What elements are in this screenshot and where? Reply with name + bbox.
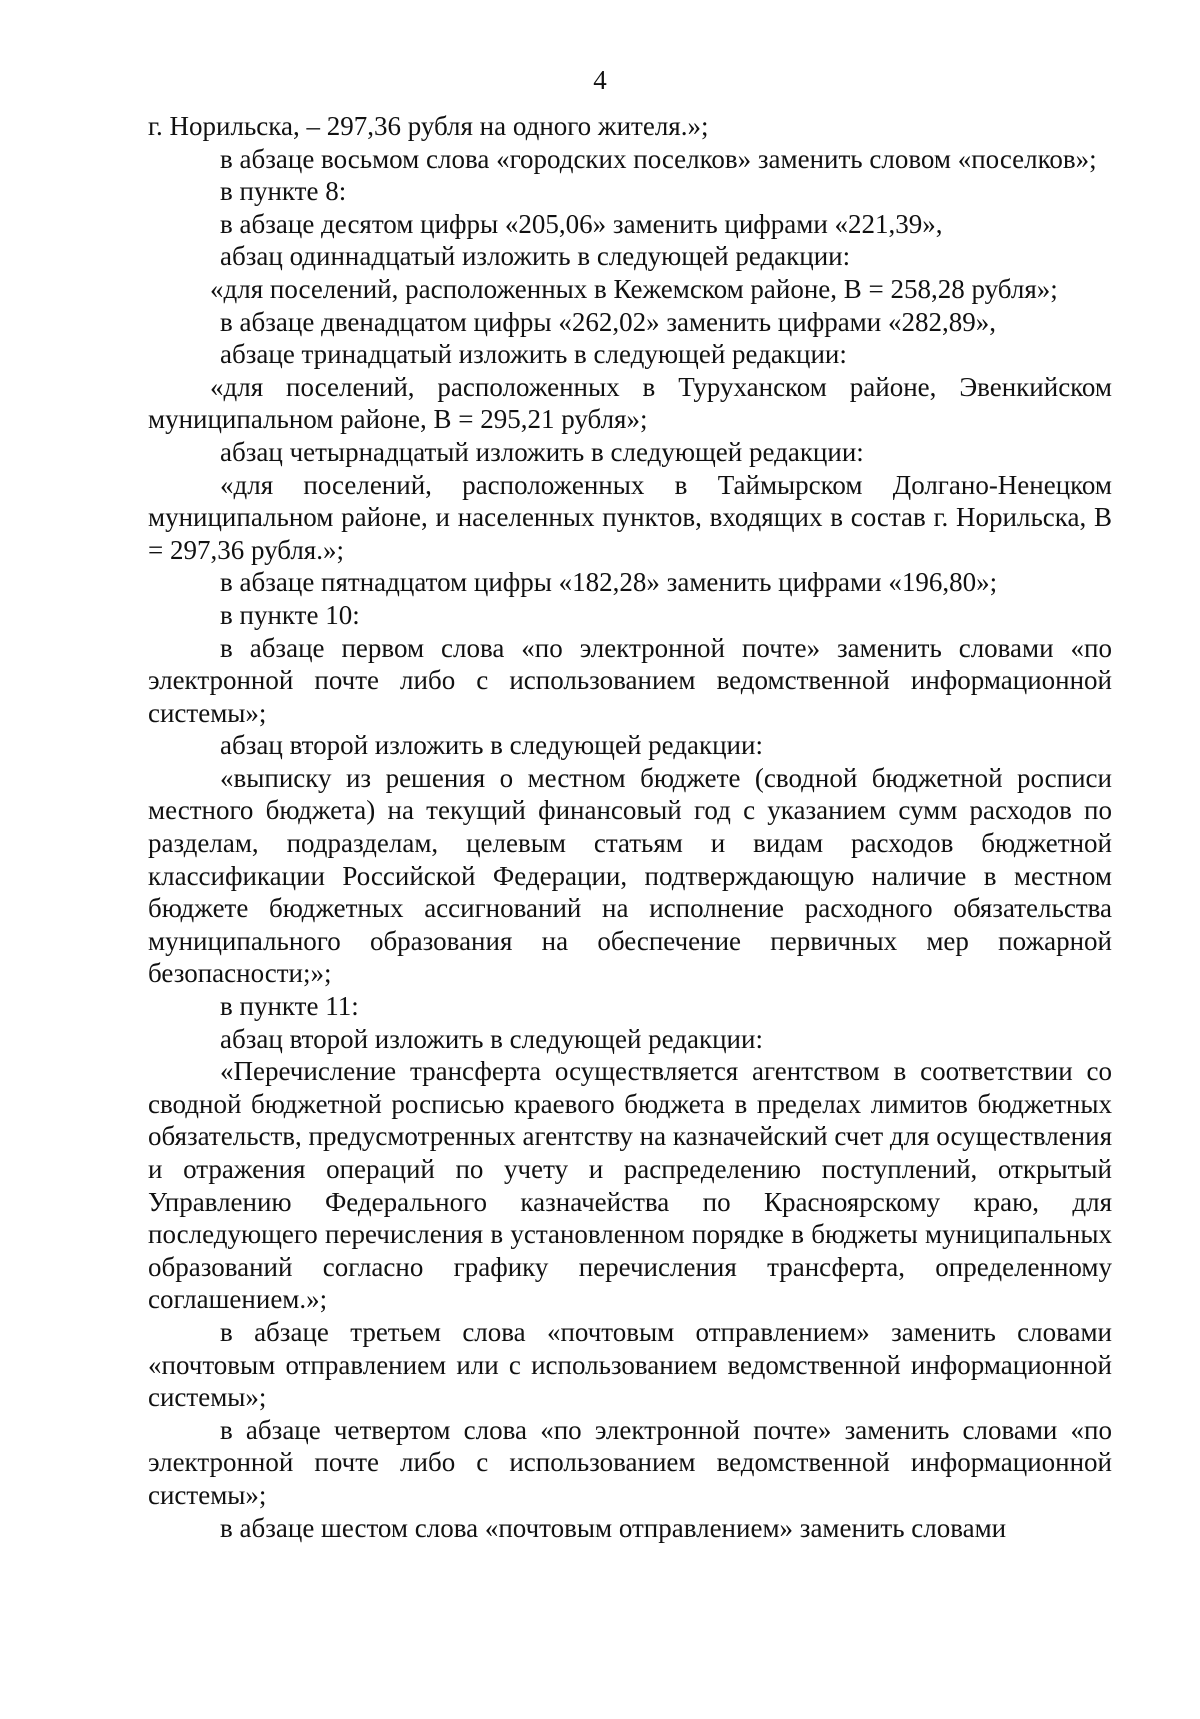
paragraph-21: в абзаце четвертом слова «по электронной почте» заменить словами «по электронной почте либо с использованием ведомственной информационной системы»; — [148, 1414, 1112, 1510]
paragraph-1: г. Норильска, – 297,36 рубля на одного жителя.»; — [148, 111, 709, 141]
paragraph-12: в абзаце пятнадцатом цифры «182,28» заменить цифрами «196,80»; — [220, 567, 998, 598]
paragraph-15: абзац второй изложить в следующей редакции: — [220, 730, 763, 761]
paragraph-20: в абзаце третьем слова «почтовым отправлением» заменить словами «почтовым отправлением или с использованием ведомственной информационной системы»; — [148, 1316, 1112, 1413]
paragraph-17: в пункте 11: — [220, 991, 359, 1022]
paragraph-4: в абзаце десятом цифры «205,06» заменить цифрами «221,39», — [220, 208, 943, 239]
paragraph-13: в пункте 10: — [220, 599, 360, 630]
paragraph-7: в абзаце двенадцатом цифры «262,02» заменить цифрами «282,89», — [220, 306, 996, 337]
paragraph-19: «Перечисление трансферта осуществляется агентством в соответствии со сводной бюджетной росписью краевого бюджета в пределах лимитов бюджетных обязательств, предусмотренных агентству на казначейский счет для осуществления и отражения операций по учету и распределению поступлений, открытый Управлению Федерального казначейства по Красноярскому краю, для последующего перечисления в установленном порядке в бюджеты муниципальных образований согласно графику перечисления трансферта, определенному соглашением.»; — [148, 1056, 1112, 1315]
paragraph-5: абзац одиннадцатый изложить в следующей редакции: — [220, 241, 851, 272]
paragraph-3: в пункте 8: — [220, 176, 347, 207]
paragraph-11: «для поселений, расположенных в Таймырском Долгано-Ненецком муниципальном районе, и населенных пунктов, входящих в состав г. Норильска, В = 297,36 рубля.»; — [148, 469, 1112, 565]
paragraph-8: абзаце тринадцатый изложить в следующей редакции: — [220, 339, 847, 370]
paragraph-10: абзац четырнадцатый изложить в следующей редакции: — [220, 436, 864, 467]
paragraph-9: «для поселений, расположенных в Туруханском районе, Эвенкийском муниципальном районе, В = 295,21 рубля»; — [148, 371, 1112, 435]
paragraph-14: в абзаце первом слова «по электронной почте» заменить словами «по электронной почте либо с использованием ведомственной информационной системы»; — [148, 632, 1112, 728]
paragraph-22: в абзаце шестом слова «почтовым отправлением» заменить словами — [220, 1512, 1007, 1543]
document-body — [148, 110, 1112, 1544]
paragraph-18: абзац второй изложить в следующей редакции: — [220, 1023, 763, 1054]
page-number: 4 — [593, 65, 607, 95]
paragraph-6: «для поселений, расположенных в Кежемском районе, В = 258,28 рубля»; — [210, 273, 1058, 304]
paragraph-2: в абзаце восьмом слова «городских поселков» заменить словом «поселков»; — [220, 143, 1097, 174]
paragraph-16: «выписку из решения о местном бюджете (сводной бюджетной росписи местного бюджета) на текущий финансовый год с указанием сумм расходов по разделам, подразделам, целевым статьям и видам расходов бюджетной классификации Российской Федерации, подтверждающую наличие в местном бюджете бюджетных ассигнований на исполнение расходного обязательства муниципального образования на обеспечение первичных мер пожарной безопасности;»; — [148, 762, 1112, 989]
